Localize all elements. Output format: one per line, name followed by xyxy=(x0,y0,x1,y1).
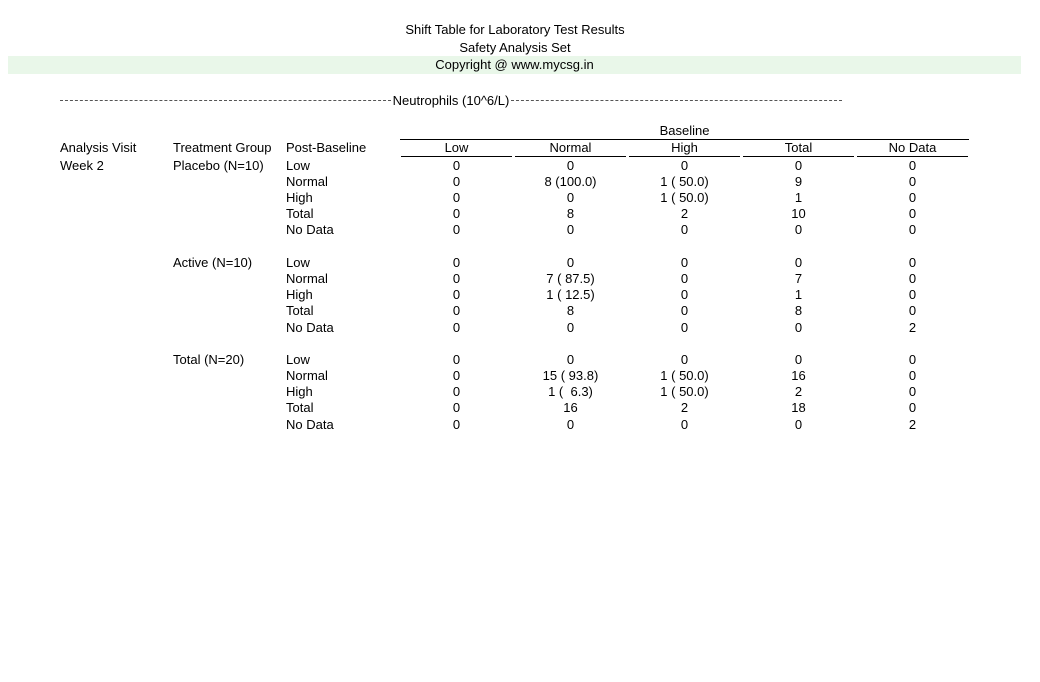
cell-high: 1 ( 50.0) xyxy=(660,190,709,205)
cell-high: 1 ( 50.0) xyxy=(660,174,709,189)
header-col-normal: Normal xyxy=(515,140,626,157)
cell-total: 16 xyxy=(791,368,806,383)
cell-normal: 15 ( 93.8) xyxy=(542,368,599,383)
row-label: Normal xyxy=(286,368,328,383)
cell-no-data: 0 xyxy=(908,158,917,173)
cell-total: 0 xyxy=(794,352,803,367)
cell-normal: 0 xyxy=(566,320,575,335)
cell-high: 1 ( 50.0) xyxy=(660,384,709,399)
cell-normal: 16 xyxy=(563,400,578,415)
cell-normal: 0 xyxy=(566,352,575,367)
cell-low: 0 xyxy=(452,158,461,173)
cell-total: 0 xyxy=(794,255,803,270)
cell-high: 0 xyxy=(680,417,689,432)
cell-no-data: 2 xyxy=(908,320,917,335)
cell-no-data: 0 xyxy=(908,222,917,237)
cell-normal: 0 xyxy=(566,190,575,205)
cell-total: 0 xyxy=(794,158,803,173)
cell-low: 0 xyxy=(452,352,461,367)
cell-low: 0 xyxy=(452,303,461,318)
cell-low: 0 xyxy=(452,417,461,432)
cell-no-data: 0 xyxy=(908,303,917,318)
row-label: High xyxy=(286,287,313,302)
row-label: Low xyxy=(286,352,310,367)
cell-high: 0 xyxy=(680,352,689,367)
header-col-high: High xyxy=(629,140,740,157)
cell-normal: 8 xyxy=(566,303,575,318)
cell-no-data: 0 xyxy=(908,190,917,205)
cell-low: 0 xyxy=(452,206,461,221)
cell-normal: 0 xyxy=(566,158,575,173)
cell-no-data: 0 xyxy=(908,271,917,286)
row-label: Normal xyxy=(286,271,328,286)
cell-high: 0 xyxy=(680,271,689,286)
parameter-banner xyxy=(60,92,842,108)
cell-total: 1 xyxy=(794,190,803,205)
cell-high: 0 xyxy=(680,222,689,237)
header-post-baseline: Post-Baseline xyxy=(286,140,367,155)
group-label: Total (N=20) xyxy=(173,352,245,367)
cell-total: 18 xyxy=(791,400,806,415)
cell-high: 2 xyxy=(680,400,689,415)
cell-low: 0 xyxy=(452,384,461,399)
row-label: High xyxy=(286,190,313,205)
cell-no-data: 2 xyxy=(908,417,917,432)
cell-normal: 8 xyxy=(566,206,575,221)
cell-normal: 0 xyxy=(566,255,575,270)
row-label: Total xyxy=(286,400,314,415)
cell-total: 10 xyxy=(791,206,806,221)
row-label: Normal xyxy=(286,174,328,189)
header-treatment-group: Treatment Group xyxy=(173,140,272,155)
group-label: Placebo (N=10) xyxy=(173,158,264,173)
cell-high: 0 xyxy=(680,303,689,318)
report-title: Shift Table for Laboratory Test Results xyxy=(405,22,625,37)
dash-rule-right xyxy=(511,100,842,101)
cell-high: 0 xyxy=(680,320,689,335)
row-label: Total xyxy=(286,206,314,221)
cell-low: 0 xyxy=(452,174,461,189)
row-label: No Data xyxy=(286,320,334,335)
cell-low: 0 xyxy=(452,400,461,415)
group-label: Active (N=10) xyxy=(173,255,253,270)
row-label: High xyxy=(286,384,313,399)
row-label: Low xyxy=(286,158,310,173)
row-label: No Data xyxy=(286,222,334,237)
cell-low: 0 xyxy=(452,222,461,237)
cell-total: 1 xyxy=(794,287,803,302)
cell-low: 0 xyxy=(452,287,461,302)
cell-low: 0 xyxy=(452,190,461,205)
cell-total: 0 xyxy=(794,320,803,335)
cell-no-data: 0 xyxy=(908,287,917,302)
cell-normal: 1 ( 12.5) xyxy=(546,287,595,302)
row-label: Low xyxy=(286,255,310,270)
header-analysis-visit: Analysis Visit xyxy=(60,140,137,155)
cell-total: 0 xyxy=(794,222,803,237)
cell-total: 7 xyxy=(794,271,803,286)
copyright-line: Copyright @ www.mycsg.in xyxy=(8,56,1021,74)
cell-low: 0 xyxy=(452,368,461,383)
report-subtitle: Safety Analysis Set xyxy=(459,40,571,55)
cell-normal: 8 (100.0) xyxy=(544,174,597,189)
cell-low: 0 xyxy=(452,255,461,270)
cell-low: 0 xyxy=(452,271,461,286)
cell-no-data: 0 xyxy=(908,400,917,415)
cell-high: 1 ( 50.0) xyxy=(660,368,709,383)
cell-no-data: 0 xyxy=(908,174,917,189)
cell-total: 8 xyxy=(794,303,803,318)
cell-high: 2 xyxy=(680,206,689,221)
cell-high: 0 xyxy=(680,158,689,173)
cell-total: 0 xyxy=(794,417,803,432)
cell-total: 2 xyxy=(794,384,803,399)
cell-low: 0 xyxy=(452,320,461,335)
cell-high: 0 xyxy=(680,287,689,302)
row-label: Total xyxy=(286,303,314,318)
dash-rule-left xyxy=(60,100,391,101)
cell-no-data: 0 xyxy=(908,368,917,383)
header-col-total: Total xyxy=(743,140,854,157)
cell-no-data: 0 xyxy=(908,384,917,399)
cell-high: 0 xyxy=(680,255,689,270)
cell-normal: 0 xyxy=(566,417,575,432)
baseline-spanner: Baseline xyxy=(659,123,710,138)
cell-no-data: 0 xyxy=(908,206,917,221)
header-col-low: Low xyxy=(401,140,512,157)
row-label: No Data xyxy=(286,417,334,432)
cell-normal: 7 ( 87.5) xyxy=(546,271,595,286)
cell-no-data: 0 xyxy=(908,255,917,270)
visit-label: Week 2 xyxy=(60,158,104,173)
cell-normal: 0 xyxy=(566,222,575,237)
header-col-no-data: No Data xyxy=(857,140,968,157)
cell-normal: 1 ( 6.3) xyxy=(548,384,593,399)
cell-no-data: 0 xyxy=(908,352,917,367)
cell-total: 9 xyxy=(794,174,803,189)
parameter-label: Neutrophils (10^6/L) xyxy=(392,92,510,108)
